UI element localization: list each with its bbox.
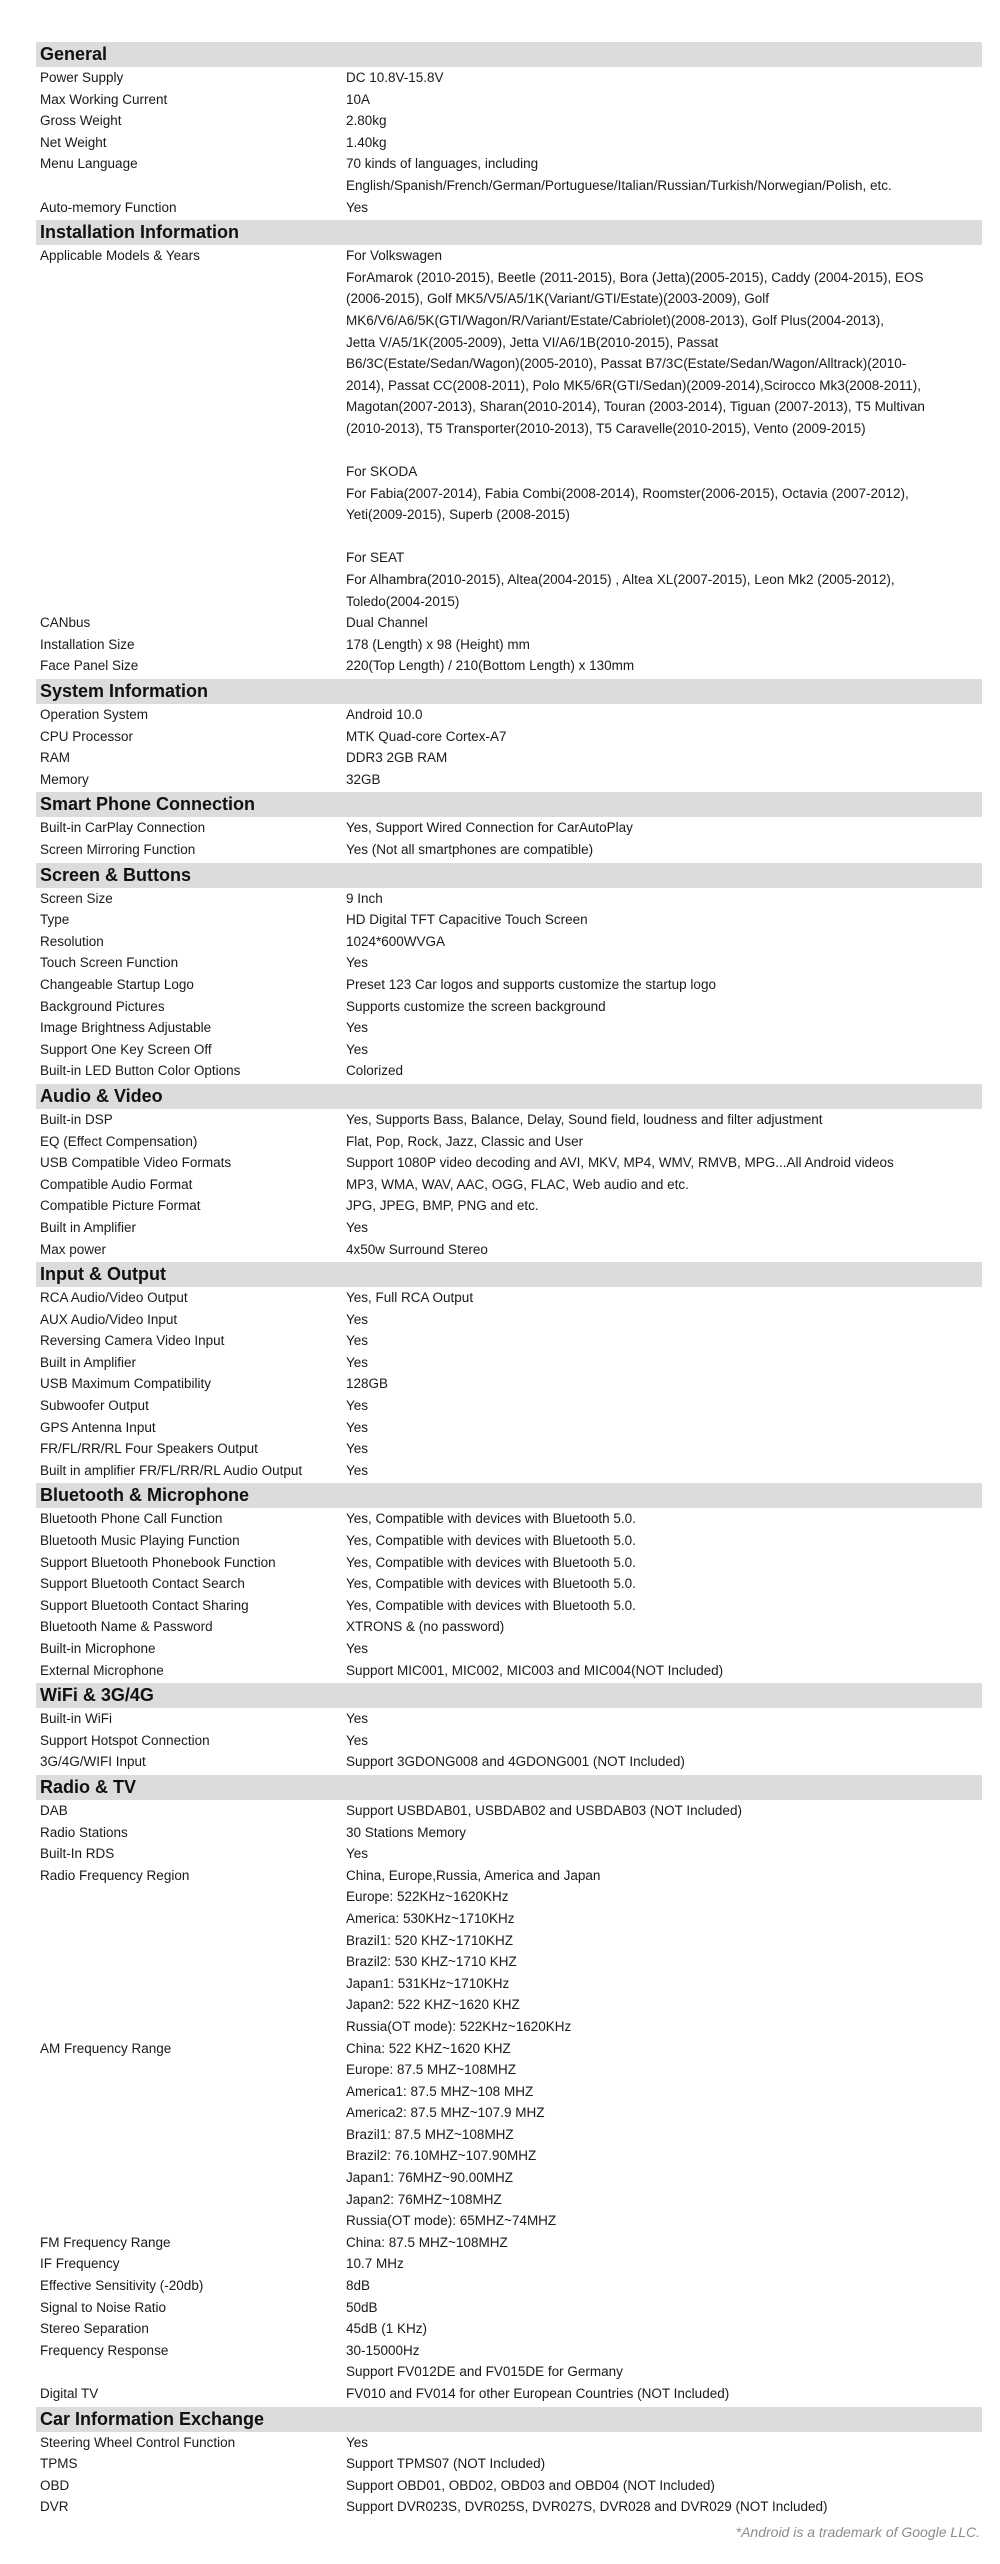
- spec-label: Touch Screen Function: [40, 955, 179, 971]
- spec-label: Compatible Audio Format: [40, 1176, 193, 1192]
- spec-row: [36, 1438, 982, 1460]
- spec-label: Screen Size: [40, 890, 113, 906]
- spec-row: [36, 1530, 982, 1552]
- spec-row: [36, 1638, 982, 1660]
- spec-row: [36, 769, 982, 791]
- spec-label: Built in Amplifier: [40, 1219, 137, 1235]
- section-header: Car Information Exchange: [36, 2407, 982, 2432]
- spec-label: Subwoofer Output: [40, 1398, 149, 1414]
- spec-row: [36, 2038, 982, 2232]
- spec-value: Yes: [346, 1041, 369, 1057]
- spec-value: 8dB: [346, 2278, 371, 2294]
- spec-row: [36, 2383, 982, 2405]
- spec-label: Built-in LED Button Color Options: [40, 1063, 241, 1079]
- spec-value: 30-15000Hz: [346, 2342, 420, 2358]
- spec-label: Built-in CarPlay Connection: [40, 820, 206, 836]
- section-header: Screen & Buttons: [36, 863, 982, 888]
- spec-table: [36, 40, 982, 2518]
- spec-row: [36, 1843, 982, 1865]
- spec-row: [36, 1708, 982, 1730]
- spec-value: 9 Inch: [346, 890, 383, 906]
- spec-value: Yes, Supports Bass, Balance, Delay, Sound field, loudness and filter adjustment: [346, 1111, 823, 1127]
- spec-row: [36, 1060, 982, 1082]
- spec-row: [36, 132, 982, 154]
- spec-value: Yes, Compatible with devices with Bluetooth 5.0.: [346, 1533, 636, 1549]
- spec-value: 178 (Length) x 98 (Height) mm: [346, 636, 530, 652]
- spec-value: 45dB (1 KHz): [346, 2321, 428, 2337]
- spec-label: EQ (Effect Compensation): [40, 1133, 198, 1149]
- spec-row: [36, 1352, 982, 1374]
- spec-row: [36, 612, 982, 634]
- spec-row: [36, 2232, 982, 2254]
- spec-row: [36, 1109, 982, 1131]
- spec-row: [36, 1174, 982, 1196]
- spec-value: Yes, Compatible with devices with Bluetooth 5.0.: [346, 1554, 636, 1570]
- spec-label: Image Brightness Adjustable: [40, 1020, 212, 1036]
- spec-row: [36, 67, 982, 89]
- spec-label: External Microphone: [40, 1662, 164, 1678]
- spec-label: GPS Antenna Input: [40, 1419, 156, 1435]
- spec-value: DDR3 2GB RAM: [346, 750, 448, 766]
- spec-row: [36, 1800, 982, 1822]
- spec-label: Memory: [40, 771, 89, 787]
- section-header: Audio & Video: [36, 1084, 982, 1109]
- spec-row: [36, 1751, 982, 1773]
- spec-value: XTRONS & (no password): [346, 1619, 505, 1635]
- spec-value: Support USBDAB01, USBDAB02 and USBDAB03 (NOT Included): [346, 1802, 742, 1818]
- spec-row: [36, 1417, 982, 1439]
- spec-label: Support Bluetooth Phonebook Function: [40, 1554, 276, 1570]
- spec-value: 4x50w Surround Stereo: [346, 1241, 488, 1257]
- spec-label: USB Compatible Video Formats: [40, 1155, 232, 1171]
- spec-row: [36, 1195, 982, 1217]
- spec-row: [36, 2361, 982, 2383]
- spec-value: Supports customize the screen background: [346, 998, 606, 1014]
- spec-label: Bluetooth Music Playing Function: [40, 1533, 240, 1549]
- spec-label: Type: [40, 912, 70, 928]
- spec-value: For Volkswagen ForAmarok (2010-2015), Beetle (2011-2015), Bora (Jetta)(2005-2015), Caddy (2004-2015), EOS (2006-2015), Golf MK5/V5/A5/1K(Variant/GTI/Estate)(2003-2009), Golf MK6/V6/A6/5K(GTI/Wagon/R/Variant/Estate/Cabriolet)(2008-2013), Golf Plus(2004-2013), Jetta V/A5/1K(2005-2009), Jetta VI/A6/1B(2010-2015), Passat B6/3C(Estate/Sedan/Wagon)(2005-2010), Passat B7/3C(Estate/Sedan/Wagon/Alltrack)(2010- 2014), Passat CC(2008-2011), Polo MK5/6R(GTI/Sedan)(2009-2014),Scirocco Mk3(2008-2011), Magotan(2007-2013), Sharan(2010-2014), Touran (2003-2014), Tiguan (2007-2013), T5 Multivan (2010-2013), T5 Transporter(2010-2013), T5 Caravelle(2010-2015), Vento (2009-2015) For SKODA For Fabia(2007-2014), Fabia Combi(2008-2014), Roomster(2006-2015), Octavia (2007-2012), Yeti(2009-2015), Superb (2008-2015) For SEAT For Alhambra(2010-2015), Altea(2004-2015) , Altea XL(2007-2015), Leon Mk2 (2005-2012), Toledo(2004-2015): [346, 248, 925, 609]
- spec-value: Yes: [346, 1333, 369, 1349]
- spec-row: [36, 634, 982, 656]
- spec-label: Support Hotspot Connection: [40, 1732, 210, 1748]
- spec-value: Support TPMS07 (NOT Included): [346, 2456, 546, 2472]
- spec-row: [36, 1595, 982, 1617]
- spec-label: Compatible Picture Format: [40, 1198, 201, 1214]
- spec-label: Menu Language: [40, 156, 138, 172]
- spec-value: China: 522 KHZ~1620 KHZ Europe: 87.5 MHZ~108MHZ America1: 87.5 MHZ~108 MHZ America2: 87.5 MHZ~107.9 MHZ Brazil1: 87.5 MHZ~108MHZ Brazil2: 76.10MHZ~107.90MHZ Japan1: 76MHZ~90.00MHZ Japan2: 76MHZ~108MHZ Russia(OT mode): 65MHZ~74MHZ: [346, 2040, 557, 2229]
- spec-value: Support DVR023S, DVR025S, DVR027S, DVR028 and DVR029 (NOT Included): [346, 2499, 828, 2515]
- spec-label: Bluetooth Name & Password: [40, 1619, 213, 1635]
- spec-value: Yes: [346, 1311, 369, 1327]
- spec-value: Yes: [346, 2434, 369, 2450]
- spec-label: Auto-memory Function: [40, 199, 177, 215]
- spec-value: Yes: [346, 955, 369, 971]
- spec-value: Yes, Support Wired Connection for CarAutoPlay: [346, 820, 633, 836]
- section-header: Radio & TV: [36, 1775, 982, 1800]
- spec-label: Built-in DSP: [40, 1111, 113, 1127]
- spec-value: Yes: [346, 1846, 369, 1862]
- spec-label: Support Bluetooth Contact Search: [40, 1576, 245, 1592]
- spec-row: [36, 245, 982, 612]
- spec-row: [36, 197, 982, 219]
- spec-row: [36, 1822, 982, 1844]
- spec-row: [36, 996, 982, 1018]
- spec-row: [36, 2432, 982, 2454]
- spec-row: [36, 1573, 982, 1595]
- spec-row: [36, 2340, 982, 2362]
- spec-row: [36, 1660, 982, 1682]
- spec-value: Yes, Compatible with devices with Bluetooth 5.0.: [346, 1597, 636, 1613]
- spec-label: Face Panel Size: [40, 658, 139, 674]
- spec-label: Max Working Current: [40, 91, 168, 107]
- spec-label: Gross Weight: [40, 113, 122, 129]
- spec-label: Effective Sensitivity (-20db): [40, 2278, 204, 2294]
- spec-row: [36, 1508, 982, 1530]
- section-header: General: [36, 42, 982, 67]
- spec-value: Yes: [346, 1732, 369, 1748]
- spec-row: [36, 1373, 982, 1395]
- spec-label: Changeable Startup Logo: [40, 976, 194, 992]
- spec-row: [36, 2275, 982, 2297]
- spec-label: Bluetooth Phone Call Function: [40, 1511, 223, 1527]
- spec-value: DC 10.8V-15.8V: [346, 70, 444, 85]
- spec-row: [36, 153, 982, 196]
- spec-label: Reversing Camera Video Input: [40, 1333, 225, 1349]
- spec-row: [36, 952, 982, 974]
- spec-value: Yes: [346, 1219, 369, 1235]
- spec-row: [36, 888, 982, 910]
- spec-label: RCA Audio/Video Output: [40, 1290, 188, 1306]
- spec-value: MTK Quad-core Cortex-A7: [346, 728, 507, 744]
- spec-value: HD Digital TFT Capacitive Touch Screen: [346, 912, 588, 928]
- spec-value: 1.40kg: [346, 134, 387, 150]
- spec-value: Yes: [346, 1641, 369, 1656]
- spec-row: [36, 2297, 982, 2319]
- spec-row: [36, 2475, 982, 2497]
- spec-value: FV010 and FV014 for other European Countries (NOT Included): [346, 2386, 730, 2401]
- spec-value: Yes: [346, 1354, 369, 1370]
- spec-label: USB Maximum Compatibility: [40, 1376, 212, 1392]
- section-header: System Information: [36, 679, 982, 704]
- spec-label: Power Supply: [40, 70, 124, 85]
- spec-value: Support 1080P video decoding and AVI, MKV, MP4, WMV, RMVB, MPG...All Android videos: [346, 1155, 894, 1171]
- spec-row: [36, 1217, 982, 1239]
- spec-value: 50dB: [346, 2299, 378, 2315]
- spec-value: JPG, JPEG, BMP, PNG and etc.: [346, 1198, 539, 1214]
- spec-value: Yes: [346, 199, 369, 215]
- spec-value: MP3, WMA, WAV, AAC, OGG, FLAC, Web audio and etc.: [346, 1176, 689, 1192]
- spec-row: [36, 817, 982, 839]
- spec-row: [36, 89, 982, 111]
- spec-value: 220(Top Length) / 210(Bottom Length) x 130mm: [346, 658, 635, 674]
- spec-value: Yes, Compatible with devices with Bluetooth 5.0.: [346, 1511, 636, 1527]
- spec-label: IF Frequency: [40, 2256, 120, 2272]
- spec-row: [36, 2453, 982, 2475]
- spec-value: Android 10.0: [346, 707, 423, 723]
- spec-value: 70 kinds of languages, including English/Spanish/French/German/Portuguese/Italian/Russian/Turkish/Norwegian/Polish, etc.: [346, 156, 892, 193]
- spec-value: Support OBD01, OBD02, OBD03 and OBD04 (NOT Included): [346, 2477, 715, 2493]
- spec-label: AM Frequency Range: [40, 2040, 172, 2056]
- spec-value: Support MIC001, MIC002, MIC003 and MIC004(NOT Included): [346, 1662, 724, 1678]
- spec-label: Stereo Separation: [40, 2321, 149, 2337]
- spec-row: [36, 2253, 982, 2275]
- spec-value: 32GB: [346, 771, 381, 787]
- spec-row: [36, 1239, 982, 1261]
- spec-label: Background Pictures: [40, 998, 165, 1014]
- spec-label: CANbus: [40, 615, 91, 631]
- spec-value: Support FV012DE and FV015DE for Germany: [346, 2364, 623, 2380]
- section-header: Bluetooth & Microphone: [36, 1483, 982, 1508]
- spec-label: Resolution: [40, 933, 104, 949]
- spec-row: [36, 1730, 982, 1752]
- spec-value: Yes: [346, 1020, 369, 1036]
- spec-value: China: 87.5 MHZ~108MHZ: [346, 2234, 508, 2250]
- spec-row: [36, 726, 982, 748]
- section-header: Input & Output: [36, 1262, 982, 1287]
- spec-row: [36, 1395, 982, 1417]
- spec-row: [36, 747, 982, 769]
- spec-label: [36, 2361, 346, 2383]
- section-header: Installation Information: [36, 220, 982, 245]
- spec-row: [36, 839, 982, 861]
- spec-row: [36, 1460, 982, 1482]
- spec-value: 1024*600WVGA: [346, 933, 446, 949]
- spec-value: 2.80kg: [346, 113, 387, 129]
- spec-row: [36, 1017, 982, 1039]
- spec-value: Yes: [346, 1398, 369, 1414]
- spec-row: [36, 110, 982, 132]
- spec-label: AUX Audio/Video Input: [40, 1311, 178, 1327]
- spec-value: Yes: [346, 1711, 369, 1727]
- spec-label: Max power: [40, 1241, 107, 1257]
- spec-label: Built in Amplifier: [40, 1354, 137, 1370]
- spec-label: Radio Frequency Region: [40, 1867, 190, 1883]
- spec-label: Built-In RDS: [40, 1846, 115, 1862]
- spec-row: [36, 974, 982, 996]
- spec-row: [36, 1330, 982, 1352]
- spec-label: CPU Processor: [40, 728, 134, 744]
- spec-row: [36, 1616, 982, 1638]
- spec-value: 10A: [346, 91, 371, 107]
- spec-row: [36, 1309, 982, 1331]
- spec-row: [36, 909, 982, 931]
- spec-row: [36, 1131, 982, 1153]
- spec-label: DVR: [40, 2499, 69, 2515]
- spec-label: Screen Mirroring Function: [40, 842, 196, 857]
- spec-row: [36, 704, 982, 726]
- spec-row: [36, 1152, 982, 1174]
- spec-row: [36, 1552, 982, 1574]
- spec-value: 10.7 MHz: [346, 2256, 404, 2272]
- section-header: Smart Phone Connection: [36, 792, 982, 817]
- spec-value: Yes, Full RCA Output: [346, 1290, 474, 1306]
- spec-value: Yes (Not all smartphones are compatible): [346, 842, 594, 857]
- spec-label: Steering Wheel Control Function: [40, 2434, 236, 2450]
- spec-row: [36, 1039, 982, 1061]
- spec-value: Colorized: [346, 1063, 404, 1079]
- spec-label: Support One Key Screen Off: [40, 1041, 212, 1057]
- section-header: WiFi & 3G/4G: [36, 1683, 982, 1708]
- spec-label: Installation Size: [40, 636, 135, 652]
- spec-value: Yes: [346, 1419, 369, 1435]
- spec-label: OBD: [40, 2477, 70, 2493]
- trademark-footnote: *Android is a trademark of Google LLC.: [735, 2524, 980, 2540]
- spec-value: Dual Channel: [346, 615, 428, 631]
- spec-value: Yes, Compatible with devices with Bluetooth 5.0.: [346, 1576, 636, 1592]
- spec-label: Operation System: [40, 707, 149, 723]
- spec-label: Applicable Models & Years: [40, 248, 200, 264]
- spec-label: DAB: [40, 1802, 68, 1818]
- spec-label: TPMS: [40, 2456, 78, 2472]
- spec-row: [36, 1865, 982, 2038]
- spec-value: Yes: [346, 1441, 369, 1457]
- spec-label: Built-in WiFi: [40, 1711, 113, 1727]
- spec-value: Support 3GDONG008 and 4GDONG001 (NOT Included): [346, 1754, 685, 1770]
- spec-row: [36, 1287, 982, 1309]
- spec-row: [36, 2318, 982, 2340]
- spec-value: Yes: [346, 1462, 369, 1478]
- spec-value: Flat, Pop, Rock, Jazz, Classic and User: [346, 1133, 584, 1149]
- spec-label: Built in amplifier FR/FL/RR/RL Audio Output: [40, 1462, 303, 1478]
- spec-label: Signal to Noise Ratio: [40, 2299, 167, 2315]
- spec-value: 30 Stations Memory: [346, 1824, 467, 1840]
- spec-row: [36, 2496, 982, 2518]
- spec-label: Support Bluetooth Contact Sharing: [40, 1597, 249, 1613]
- spec-label: Net Weight: [40, 134, 107, 150]
- spec-value: Preset 123 Car logos and supports customize the startup logo: [346, 976, 716, 992]
- spec-label: Frequency Response: [40, 2342, 169, 2358]
- spec-label: Built-in Microphone: [40, 1641, 156, 1656]
- spec-row: [36, 931, 982, 953]
- spec-label: FR/FL/RR/RL Four Speakers Output: [40, 1441, 258, 1457]
- spec-label: 3G/4G/WIFI Input: [40, 1754, 146, 1770]
- spec-label: Radio Stations: [40, 1824, 128, 1840]
- spec-value: 128GB: [346, 1376, 389, 1392]
- spec-value: China, Europe,Russia, America and Japan Europe: 522KHz~1620KHz America: 530KHz~1710KHz Brazil1: 520 KHZ~1710KHZ Brazil2: 530 KHZ~1710 KHZ Japan1: 531KHz~1710KHz Japan2: 522 KHZ~1620 KHZ Russia(OT mode): 522KHz~1620KHz: [346, 1867, 601, 2034]
- spec-label: FM Frequency Range: [40, 2234, 171, 2250]
- spec-label: Digital TV: [40, 2386, 99, 2401]
- spec-row: [36, 655, 982, 677]
- spec-label: RAM: [40, 750, 70, 766]
